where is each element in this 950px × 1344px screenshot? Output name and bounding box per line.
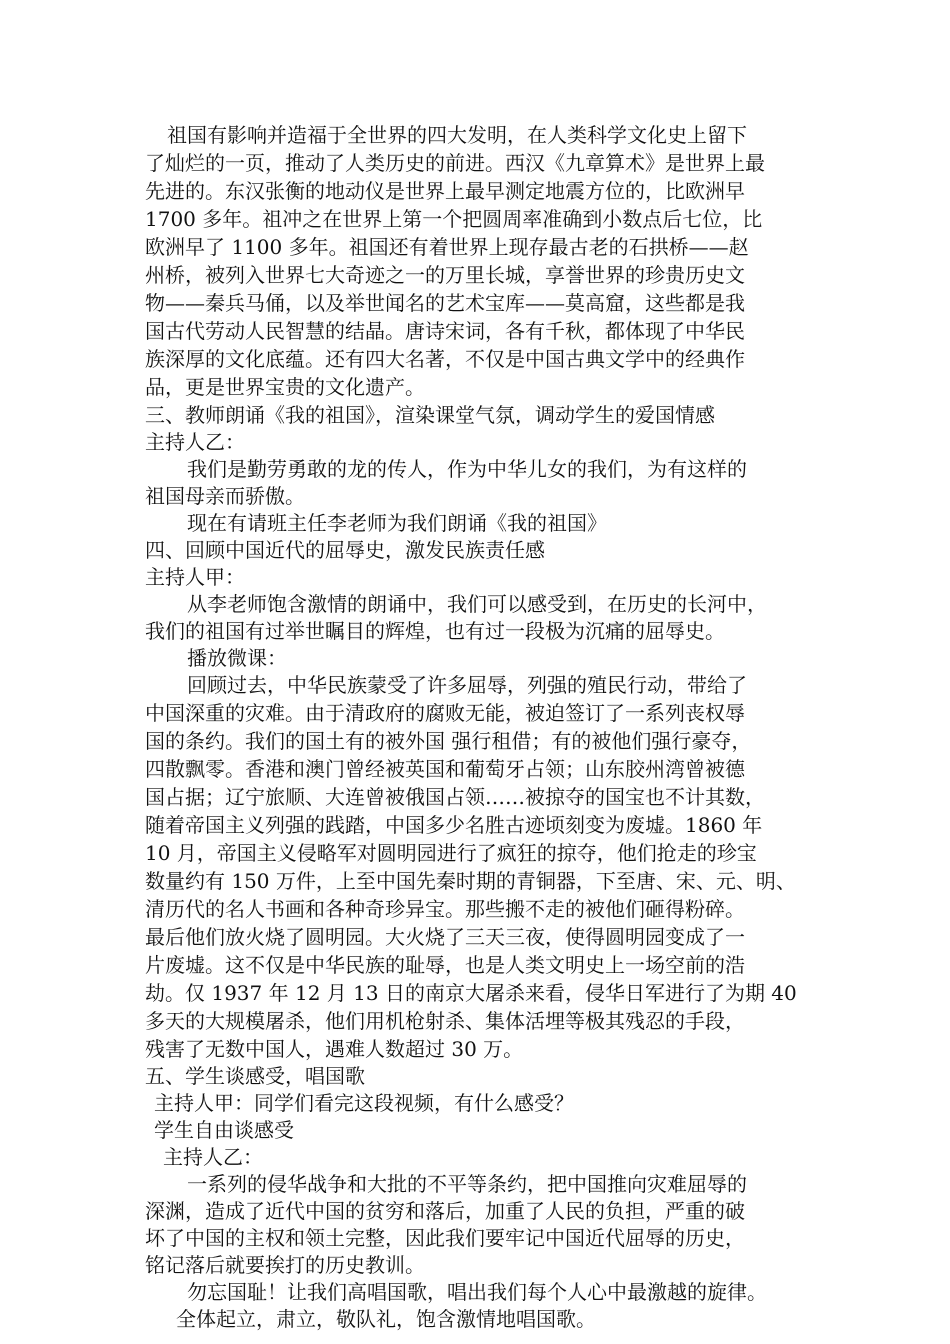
text-line: 坏了中国的主权和领土完整，因此我们要牢记中国近代屈辱的历史， [145,1226,745,1250]
speaker-label: 主持人乙： [145,430,245,454]
text-line: 州桥，被列入世界七大奇迹之一的万里长城，享誉世界的珍贵历史文 [145,263,745,287]
text-line: 了灿烂的一页，推动了人类历史的前进。西汉《九章算术》是世界上最 [145,151,765,175]
text-line: 残害了无数中国人，遇难人数超过 30 万。 [145,1037,524,1061]
text-line: 一系列的侵华战争和大批的不平等条约，把中国推向灾难屈辱的 [187,1172,747,1196]
text-line: 劫。仅 1937 年 12 月 13 日的南京大屠杀来看，侵华日军进行了为期 40 [145,981,797,1005]
section-heading: 三、教师朗诵《我的祖国》，渲染课堂气氛，调动学生的爱国情感 [145,403,715,427]
text-line: 从李老师饱含激情的朗诵中，我们可以感受到，在历史的长河中， [187,592,767,616]
text-line: 1700 多年。祖冲之在世界上第一个把圆周率准确到小数点后七位，比 [145,207,763,231]
text-line: 国的条约。我们的国土有的被外国 强行租借；有的被他们强行豪夺， [145,729,752,753]
text-line: 我们是勤劳勇敢的龙的传人，作为中华儿女的我们，为有这样的 [187,457,747,481]
text-line: 欧洲早了 1100 多年。祖国还有着世界上现存最古老的石拱桥——赵 [145,235,749,259]
text-line: 回顾过去，中华民族蒙受了许多屈辱，列强的殖民行动，带给了 [187,673,747,697]
text-line: 祖国母亲而骄傲。 [145,484,305,508]
speaker-label: 主持人乙： [163,1145,263,1169]
text-line: 国占据；辽宁旅顺、大连曾被俄国占领……被掠夺的国宝也不计其数， [145,785,765,809]
text-line: 10 月，帝国主义侵略军对圆明园进行了疯狂的掠夺，他们抢走的珍宝 [145,841,757,865]
text-line: 祖国有影响并造福于全世界的四大发明，在人类科学文化史上留下 [167,123,747,147]
text-line: 全体起立，肃立，敬队礼，饱含激情地唱国歌。 [176,1307,596,1331]
text-line: 深渊，造成了近代中国的贫穷和落后，加重了人民的负担，严重的破 [145,1199,745,1223]
text-line: 学生自由谈感受 [154,1118,294,1142]
text-line: 清历代的名人书画和各种奇珍异宝。那些搬不走的被他们砸得粉碎。 [145,897,745,921]
text-line: 现在有请班主任李老师为我们朗诵《我的祖国》 [187,511,607,535]
text-line: 铭记落后就要挨打的历史教训。 [145,1253,425,1277]
text-line: 先进的。东汉张衡的地动仪是世界上最早测定地震方位的，比欧洲早 [145,179,745,203]
text-line: 片废墟。这不仅是中华民族的耻辱，也是人类文明史上一场空前的浩 [145,953,745,977]
text-line: 四散飘零。香港和澳门曾经被英国和葡萄牙占领；山东胶州湾曾被德 [145,757,745,781]
text-line: 物——秦兵马俑，以及举世闻名的艺术宝库——莫高窟，这些都是我 [145,291,745,315]
text-line: 播放微课： [187,646,287,670]
text-line: 多天的大规模屠杀，他们用机枪射杀、集体活埋等极其残忍的手段， [145,1009,745,1033]
text-line: 品，更是世界宝贵的文化遗产。 [145,375,425,399]
section-heading: 五、学生谈感受，唱国歌 [145,1064,365,1088]
text-line: 我们的祖国有过举世瞩目的辉煌，也有过一段极为沉痛的屈辱史。 [145,619,725,643]
text-line: 最后他们放火烧了圆明园。大火烧了三天三夜，使得圆明园变成了一 [145,925,745,949]
section-heading: 四、回顾中国近代的屈辱史，激发民族责任感 [145,538,545,562]
text-line: 随着帝国主义列强的践踏，中国多少名胜古迹顷刻变为废墟。1860 年 [145,813,763,837]
speaker-line: 主持人甲：同学们看完这段视频，有什么感受？ [154,1091,574,1115]
speaker-label: 主持人甲： [145,565,245,589]
text-line: 数量约有 150 万件，上至中国先秦时期的青铜器，下至唐、宋、元、明、 [145,869,796,893]
text-line: 国古代劳动人民智慧的结晶。唐诗宋词，各有千秋，都体现了中华民 [145,319,745,343]
text-line: 族深厚的文化底蕴。还有四大名著，不仅是中国古典文学中的经典作 [145,347,745,371]
text-line: 勿忘国耻！让我们高唱国歌，唱出我们每个人心中最激越的旋律。 [187,1280,767,1304]
text-line: 中国深重的灾难。由于清政府的腐败无能，被迫签订了一系列丧权辱 [145,701,745,725]
